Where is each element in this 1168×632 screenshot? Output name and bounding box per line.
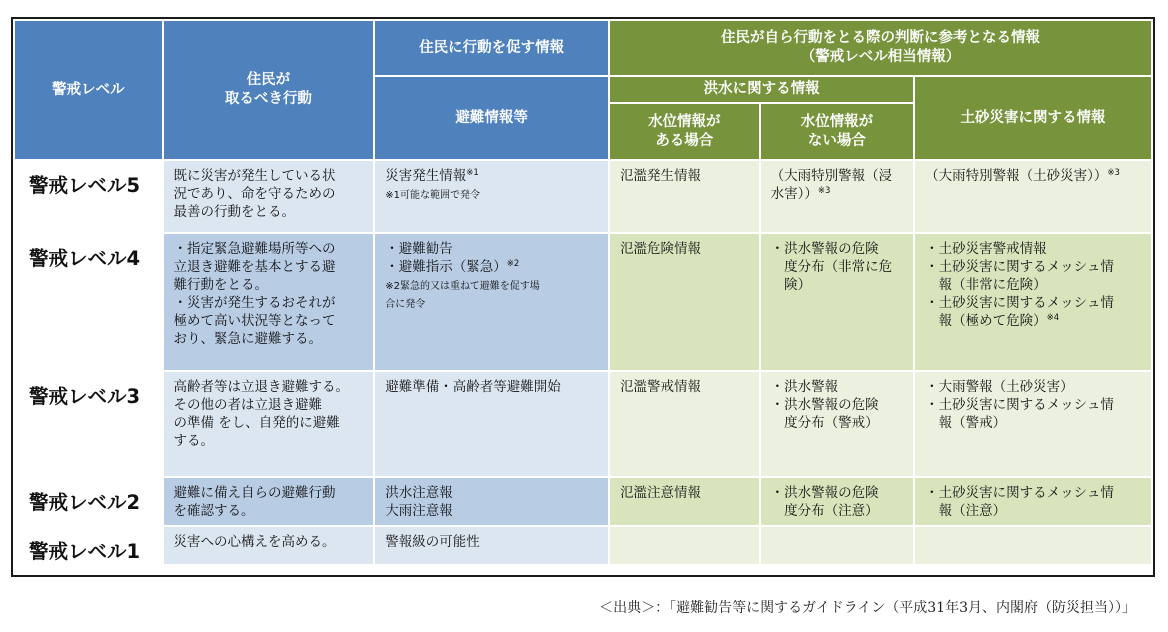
- header-reference-info: 住民が自ら行動をとる際の判断に参考となる情報 （警戒レベル相当情報）: [610, 21, 1151, 75]
- level-3-without-water: ・洪水警報 ・洪水警報の危険 度分布（警戒）: [761, 372, 914, 476]
- header-row-1: [15, 21, 1151, 75]
- row-level-2: [15, 478, 1151, 525]
- source-citation: ＜出典＞：「避難勧告等に関するガイドライン（平成31年3月、内閣府（防災担当））」: [599, 600, 1136, 616]
- level-1-evac: 警報級の可能性: [375, 527, 608, 564]
- level-1-action: 災害への心構えを高める。: [164, 527, 374, 564]
- level-4-evac-line-2: ・避難指示（緊急）: [385, 259, 507, 275]
- level-2-evac: 洪水注意報 大雨注意報: [375, 478, 608, 525]
- level-2-landslide: ・土砂災害に関するメッシュ情 報（注意）: [915, 478, 1151, 525]
- level-1-with-water: [610, 527, 759, 564]
- row-level-5: [15, 161, 1151, 232]
- level-5-label: 警戒レベル5: [15, 161, 162, 232]
- row-level-3: [15, 372, 1151, 476]
- level-1-label: 警戒レベル1: [15, 527, 162, 564]
- level-5-evac-mark: ※1: [466, 168, 479, 178]
- level-4-evac-note: ※2緊急的又は重ねて避難を促す場 合に発令: [385, 281, 540, 310]
- level-3-evac: 避難準備・高齢者等避難開始: [375, 372, 608, 476]
- level-5-landslide-mark: ※3: [1107, 168, 1120, 178]
- level-5-without-water: （大雨特別警報（浸 水害））: [770, 168, 893, 202]
- level-4-with-water: 氾濫危険情報: [610, 234, 759, 370]
- level-3-landslide: ・大雨警報（土砂災害） ・土砂災害に関するメッシュ情 報（警戒）: [915, 372, 1151, 476]
- header-action: 住民が 取るべき行動: [164, 21, 374, 159]
- level-2-action: 避難に備え自らの避難行動 を確認する。: [164, 478, 374, 525]
- level-4-landslide-cell: [915, 234, 1151, 370]
- header-landslide-info: 土砂災害に関する情報: [915, 77, 1151, 159]
- level-5-evac-cell: [375, 161, 608, 232]
- level-4-landslide: ・土砂災害警戒情報 ・土砂災害に関するメッシュ情 報（非常に危険） ・土砂災害に関するメッシュ情 報（極めて危険）: [925, 241, 1114, 329]
- header-with-water-level: 水位情報が ある場合: [610, 104, 759, 159]
- level-4-label: 警戒レベル4: [15, 234, 162, 370]
- header-level: 警戒レベル: [15, 21, 162, 159]
- alert-level-table-frame: [11, 17, 1155, 577]
- level-4-evac-mark: ※2: [506, 259, 520, 269]
- level-5-without-water-mark: ※3: [817, 186, 831, 196]
- level-5-evac: 災害発生情報: [385, 168, 467, 184]
- level-2-without-water: ・洪水警報の危険 度分布（注意）: [761, 478, 914, 525]
- level-5-action: 既に災害が発生している状 況であり、命を守るための 最善の行動をとる。: [164, 161, 374, 232]
- header-prompt-info: 住民に行動を促す情報: [375, 21, 608, 75]
- header-flood-info: 洪水に関する情報: [610, 77, 913, 102]
- level-4-action: ・指定緊急避難場所等への 立退き避難を基本とする避 難行動をとる。 ・災害が発生するおそれが 極めて高い状況等となって おり、緊急に避難する。: [164, 234, 374, 370]
- level-3-label: 警戒レベル3: [15, 372, 162, 476]
- level-1-landslide: [915, 527, 1151, 564]
- row-level-4: [15, 234, 1151, 370]
- header-without-water-level: 水位情報が ない場合: [761, 104, 914, 159]
- level-3-with-water: 氾濫警戒情報: [610, 372, 759, 476]
- level-5-landslide-cell: [915, 161, 1151, 232]
- level-4-without-water: ・洪水警報の危険 度分布（非常に危 険）: [761, 234, 914, 370]
- level-4-evac-line-1: ・避難勧告: [385, 241, 453, 257]
- header-evac-info: 避難情報等: [375, 77, 608, 159]
- level-1-without-water: [761, 527, 914, 564]
- level-5-with-water: 氾濫発生情報: [610, 161, 759, 232]
- level-5-evac-note: ※1可能な範囲で発令: [385, 190, 480, 201]
- level-4-landslide-mark: ※4: [1046, 313, 1060, 323]
- level-2-label: 警戒レベル2: [15, 478, 162, 525]
- level-2-with-water: 氾濫注意情報: [610, 478, 759, 525]
- alert-level-table: [13, 19, 1153, 566]
- level-4-evac-cell: [375, 234, 608, 370]
- level-3-action: 高齢者等は立退き避難する。 その他の者は立退き避難 の準備 をし、自発的に避難 する。: [164, 372, 374, 476]
- row-level-1: [15, 527, 1151, 564]
- level-5-landslide: （大雨特別警報（土砂災害））: [925, 168, 1108, 184]
- level-5-without-water-cell: [761, 161, 914, 232]
